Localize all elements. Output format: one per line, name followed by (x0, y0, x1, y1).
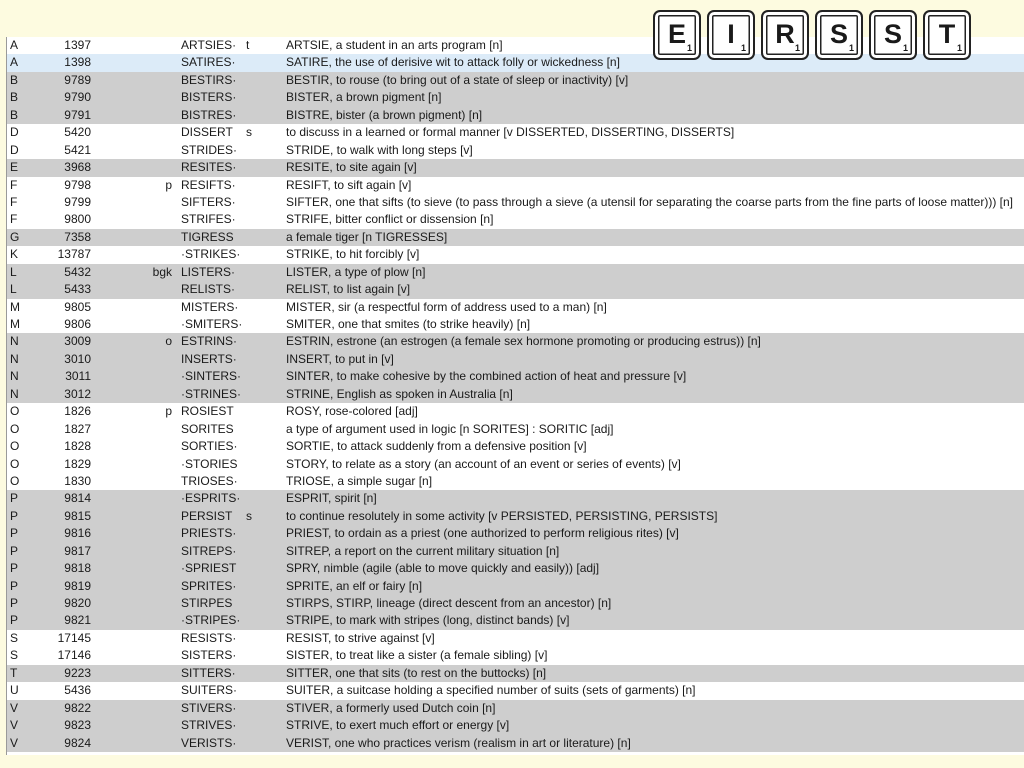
word-number: 9823 (64, 718, 91, 733)
anagram-word: STIVERS· (181, 700, 237, 715)
word-number: 3011 (65, 369, 91, 384)
hook-letter: S (10, 648, 19, 663)
front-hooks: p (165, 404, 172, 419)
tile-letter: I (727, 19, 735, 49)
anagram-word: TRIOSES· (181, 473, 238, 488)
definition: BESTIR, to rouse (to bring out of a state of sleep or inactivity) [v] (286, 72, 629, 87)
anagram-word: ·SMITERS· (181, 317, 243, 331)
hook-letter: P (10, 613, 19, 628)
front-hooks: bgk (152, 264, 172, 279)
word-row[interactable] (7, 473, 1024, 490)
word-number: 9798 (64, 177, 91, 192)
hook-letter: N (10, 334, 19, 349)
hook-letter: B (10, 107, 19, 122)
definition: SIFTER, one that sifts (to sieve (to pass through a sieve (a utensil for separating the coarse parts from the fine parts of loose matter))) [n] (286, 194, 1013, 209)
hook-letter: P (10, 561, 19, 576)
anagram-word: STRIDES· (181, 142, 238, 157)
word-number: 9223 (64, 665, 91, 680)
word-row[interactable] (7, 665, 1024, 682)
word-row[interactable] (7, 246, 1024, 263)
hook-letter: N (10, 386, 19, 401)
definition: LISTER, a type of plow [n] (286, 264, 426, 279)
anagram-word: INSERTS· (181, 351, 237, 366)
word-number: 1397 (64, 38, 91, 52)
word-number: 1827 (64, 421, 91, 436)
word-row[interactable] (7, 682, 1024, 699)
anagram-word: ARTSIES· (181, 38, 237, 52)
word-number: 7358 (64, 229, 91, 244)
anagram-word: PERSIST (181, 508, 233, 523)
word-number: 9816 (64, 526, 91, 541)
word-row[interactable] (7, 142, 1024, 159)
word-row[interactable] (7, 578, 1024, 595)
word-row[interactable] (7, 717, 1024, 734)
word-row[interactable] (7, 264, 1024, 281)
anagram-word: ·STRIKES· (181, 247, 241, 262)
definition: STRIKE, to hit forcibly [v] (286, 247, 420, 262)
definition: a type of argument used in logic [n SORITES] : SORITIC [adj] (286, 421, 614, 436)
word-number: 9789 (64, 72, 91, 87)
hook-letter: P (10, 508, 19, 523)
word-number: 9805 (64, 299, 91, 314)
hook-letter: L (10, 282, 17, 297)
letter-rack (653, 10, 971, 60)
hook-letter: A (10, 55, 19, 70)
word-row[interactable] (7, 229, 1024, 246)
word-row[interactable] (7, 735, 1024, 752)
hook-letter: V (10, 735, 19, 750)
word-number: 5436 (64, 683, 91, 698)
hook-letter: U (10, 683, 19, 698)
anagram-word: SIFTERS· (181, 194, 236, 209)
tile-points: 1 (686, 43, 692, 53)
letter-tile[interactable] (761, 10, 809, 60)
hook-letter: D (10, 125, 19, 140)
definition: MISTER, sir (a respectful form of address used to a man) [n] (286, 299, 607, 314)
hook-letter: V (10, 718, 19, 733)
definition: SITREP, a report on the current military situation [n] (286, 543, 560, 558)
word-row[interactable] (7, 508, 1024, 525)
word-row[interactable] (7, 368, 1024, 385)
anagram-word: SITREPS· (181, 543, 237, 558)
front-hooks: p (165, 177, 172, 192)
word-row[interactable] (7, 107, 1024, 124)
anagram-word: BISTRES· (181, 107, 237, 122)
word-row[interactable] (7, 299, 1024, 316)
anagram-word: BESTIRS· (181, 72, 237, 87)
definition: a female tiger [n TIGRESSES] (286, 229, 448, 244)
word-number: 1830 (64, 473, 91, 488)
hook-letter: N (10, 369, 19, 384)
hook-letter: M (10, 299, 20, 314)
definition: RELIST, to list again [v] (286, 282, 411, 297)
definition: PRIEST, to ordain as a priest (one authorized to perform religious rites) [v] (286, 526, 679, 541)
footer-band (0, 756, 1024, 768)
definition: ESPRIT, spirit [n] (286, 491, 377, 506)
hook-letter: S (10, 630, 19, 645)
hook-letter: F (10, 177, 18, 192)
hook-letter: P (10, 543, 19, 558)
definition: to discuss in a learned or formal manner [v DISSERTED, DISSERTING, DISSERTS] (286, 125, 735, 140)
definition: BISTRE, bister (a brown pigment) [n] (286, 107, 483, 122)
word-row[interactable] (7, 89, 1024, 106)
hook-letter: P (10, 491, 19, 506)
word-row[interactable] (7, 560, 1024, 577)
anagram-word: SORTIES· (181, 439, 238, 454)
definition: SINTER, to make cohesive by the combined action of heat and pressure [v] (286, 369, 687, 384)
hook-letter: N (10, 351, 19, 366)
anagram-word: MISTERS· (181, 299, 239, 314)
definition: RESITE, to site again [v] (286, 160, 417, 175)
word-number: 9822 (64, 700, 91, 715)
word-number: 3009 (64, 334, 91, 349)
anagram-word: SORITES (181, 421, 234, 436)
word-number: 1829 (64, 456, 91, 471)
word-row[interactable] (7, 333, 1024, 350)
word-number: 3968 (64, 160, 91, 175)
anagram-word: RESISTS· (181, 630, 237, 645)
word-row[interactable] (7, 490, 1024, 507)
anagram-word: TIGRESS (181, 229, 234, 244)
definition: SORTIE, to attack suddenly from a defensive position [v] (286, 439, 587, 454)
definition: SITTER, one that sits (to rest on the buttocks) [n] (286, 665, 547, 680)
anagram-word: ·STORIES (181, 456, 238, 471)
word-list (6, 37, 1024, 755)
tile-points: 1 (956, 43, 962, 53)
tile-letter: S (829, 19, 848, 49)
hook-letter: F (10, 194, 18, 209)
hook-letter: E (10, 160, 19, 175)
anagram-word: PRIESTS· (181, 526, 237, 541)
word-row[interactable] (7, 194, 1024, 211)
anagram-word: BISTERS· (181, 90, 237, 105)
definition: STRINE, English as spoken in Australia [n] (286, 386, 513, 401)
back-hooks: t (246, 38, 250, 52)
word-row[interactable] (7, 543, 1024, 560)
word-row[interactable] (7, 281, 1024, 298)
word-number: 17146 (57, 648, 91, 663)
anagram-word: RELISTS· (181, 282, 236, 297)
anagram-word: STRIFES· (181, 212, 236, 227)
definition: to continue resolutely in some activity [v PERSISTED, PERSISTING, PERSISTS] (286, 508, 718, 523)
tile-points: 1 (848, 43, 854, 53)
word-row[interactable] (7, 177, 1024, 194)
tile-points: 1 (794, 43, 800, 53)
tile-points: 1 (740, 43, 746, 53)
word-number: 9799 (64, 194, 91, 209)
hook-letter: K (10, 247, 19, 262)
word-number: 9791 (64, 107, 91, 122)
hook-letter: A (10, 38, 19, 52)
anagram-word: SPRITES· (181, 578, 237, 593)
hook-letter: M (10, 317, 20, 331)
anagram-word: ·SPRIEST (181, 561, 237, 576)
word-number: 17145 (57, 630, 91, 645)
definition: SPRITE, an elf or fairy [n] (286, 578, 423, 593)
word-number: 5420 (64, 125, 91, 140)
word-row[interactable] (7, 386, 1024, 403)
word-number: 9806 (64, 317, 91, 331)
letter-tile[interactable] (869, 10, 917, 60)
definition: ARTSIE, a student in an arts program [n] (286, 38, 503, 52)
word-number: 13787 (57, 247, 91, 262)
hook-letter: O (10, 473, 20, 488)
definition: INSERT, to put in [v] (286, 351, 394, 366)
word-number: 9815 (64, 508, 91, 523)
anagram-word: STRIVES· (181, 718, 237, 733)
hook-letter: G (10, 229, 20, 244)
definition: STORY, to relate as a story (an account of an event or series of events) [v] (286, 456, 681, 471)
word-row[interactable] (7, 595, 1024, 612)
hook-letter: B (10, 72, 19, 87)
back-hooks: s (246, 125, 252, 140)
hook-letter: L (10, 264, 17, 279)
word-number: 1398 (64, 55, 91, 70)
letter-tile[interactable] (815, 10, 863, 60)
anagram-word: ·STRINES· (181, 386, 241, 401)
anagram-word: ESTRINS· (181, 334, 238, 349)
word-row[interactable] (7, 159, 1024, 176)
word-row[interactable] (7, 630, 1024, 647)
definition: SISTER, to treat like a sister (a female sibling) [v] (286, 648, 548, 663)
definition: STRIPE, to mark with stripes (long, distinct bands) [v] (286, 613, 570, 628)
anagram-word: RESITES· (181, 160, 237, 175)
anagram-word: ·SINTERS· (181, 369, 241, 384)
definition: TRIOSE, a simple sugar [n] (286, 473, 433, 488)
tile-letter: R (775, 19, 795, 49)
word-row[interactable] (7, 612, 1024, 629)
word-row[interactable] (7, 647, 1024, 664)
hook-letter: O (10, 421, 20, 436)
word-number: 5432 (64, 264, 91, 279)
tile-letter: T (938, 19, 956, 49)
definition: SATIRE, the use of derisive wit to attack folly or wickedness [n] (286, 55, 620, 70)
word-row[interactable] (7, 124, 1024, 141)
letter-tile[interactable] (707, 10, 755, 60)
anagram-word: ROSIEST (181, 404, 234, 419)
definition: RESIFT, to sift again [v] (286, 177, 412, 192)
hook-letter: P (10, 526, 19, 541)
front-hooks: o (165, 334, 172, 349)
word-number: 1828 (64, 439, 91, 454)
hook-letter: O (10, 439, 20, 454)
hook-letter: O (10, 404, 20, 419)
anagram-word: SISTERS· (181, 648, 237, 663)
tile-letter: E (667, 19, 686, 49)
word-number: 9818 (64, 561, 91, 576)
definition: SUITER, a suitcase holding a specified number of suits (sets of garments) [n] (286, 683, 696, 698)
word-number: 1826 (64, 404, 91, 419)
anagram-word: SATIRES· (181, 55, 236, 70)
word-number: 3010 (64, 351, 91, 366)
word-number: 9821 (64, 613, 91, 628)
definition: ROSY, rose-colored [adj] (286, 404, 418, 419)
word-number: 5433 (64, 282, 91, 297)
word-row[interactable] (7, 456, 1024, 473)
definition: SMITER, one that smites (to strike heavily) [n] (286, 317, 531, 331)
hook-letter: B (10, 90, 19, 105)
definition: RESIST, to strive against [v] (286, 630, 435, 645)
word-number: 9790 (64, 90, 91, 105)
letter-tile[interactable] (923, 10, 971, 60)
word-row[interactable] (7, 403, 1024, 420)
definition: BISTER, a brown pigment [n] (286, 90, 442, 105)
hook-letter: P (10, 596, 19, 610)
anagram-word: DISSERT (181, 125, 233, 140)
word-number: 9817 (64, 543, 91, 558)
word-row[interactable] (7, 72, 1024, 89)
word-number: 3012 (64, 386, 91, 401)
word-number: 9814 (64, 491, 91, 506)
definition: STIVER, a formerly used Dutch coin [n] (286, 700, 496, 715)
hook-letter: O (10, 456, 20, 471)
anagram-word: STIRPES (181, 596, 233, 610)
definition: STRIDE, to walk with long steps [v] (286, 142, 473, 157)
word-number: 9800 (64, 212, 91, 227)
anagram-word: LISTERS· (181, 264, 236, 279)
anagram-word: SITTERS· (181, 665, 236, 680)
definition: STRIVE, to exert much effort or energy [v] (286, 718, 510, 733)
anagram-word: RESIFTS· (181, 177, 236, 192)
definition: STIRPS, STIRP, lineage (direct descent from an ancestor) [n] (286, 596, 612, 610)
definition: STRIFE, bitter conflict or dissension [n] (286, 212, 494, 227)
word-number: 5421 (64, 142, 91, 157)
definition: ESTRIN, estrone (an estrogen (a female sex hormone promoting or producing estrus)) [n] (286, 334, 761, 349)
word-row[interactable] (7, 211, 1024, 228)
definition: VERIST, one who practices verism (realism in art or literature) [n] (286, 735, 631, 750)
word-row[interactable] (7, 525, 1024, 542)
word-number: 9820 (64, 596, 91, 610)
definition: SPRY, nimble (agile (able to move quickly and easily)) [adj] (286, 561, 600, 576)
hook-letter: V (10, 700, 19, 715)
anagram-word: ·ESPRITS· (181, 491, 241, 506)
tile-points: 1 (902, 43, 908, 53)
word-row[interactable] (7, 316, 1024, 333)
word-row[interactable] (7, 700, 1024, 717)
word-number: 9824 (64, 735, 91, 750)
anagram-word: VERISTS· (181, 735, 237, 750)
anagram-word: ·STRIPES· (181, 613, 241, 628)
word-row[interactable] (7, 351, 1024, 368)
word-row[interactable] (7, 421, 1024, 438)
word-row[interactable] (7, 438, 1024, 455)
tile-letter: S (883, 19, 902, 49)
hook-letter: T (10, 665, 18, 680)
letter-tile[interactable] (653, 10, 701, 60)
word-number: 9819 (64, 578, 91, 593)
hook-letter: D (10, 142, 19, 157)
hook-letter: F (10, 212, 18, 227)
back-hooks: s (246, 508, 252, 523)
hook-letter: P (10, 578, 19, 593)
anagram-word: SUITERS· (181, 683, 238, 698)
